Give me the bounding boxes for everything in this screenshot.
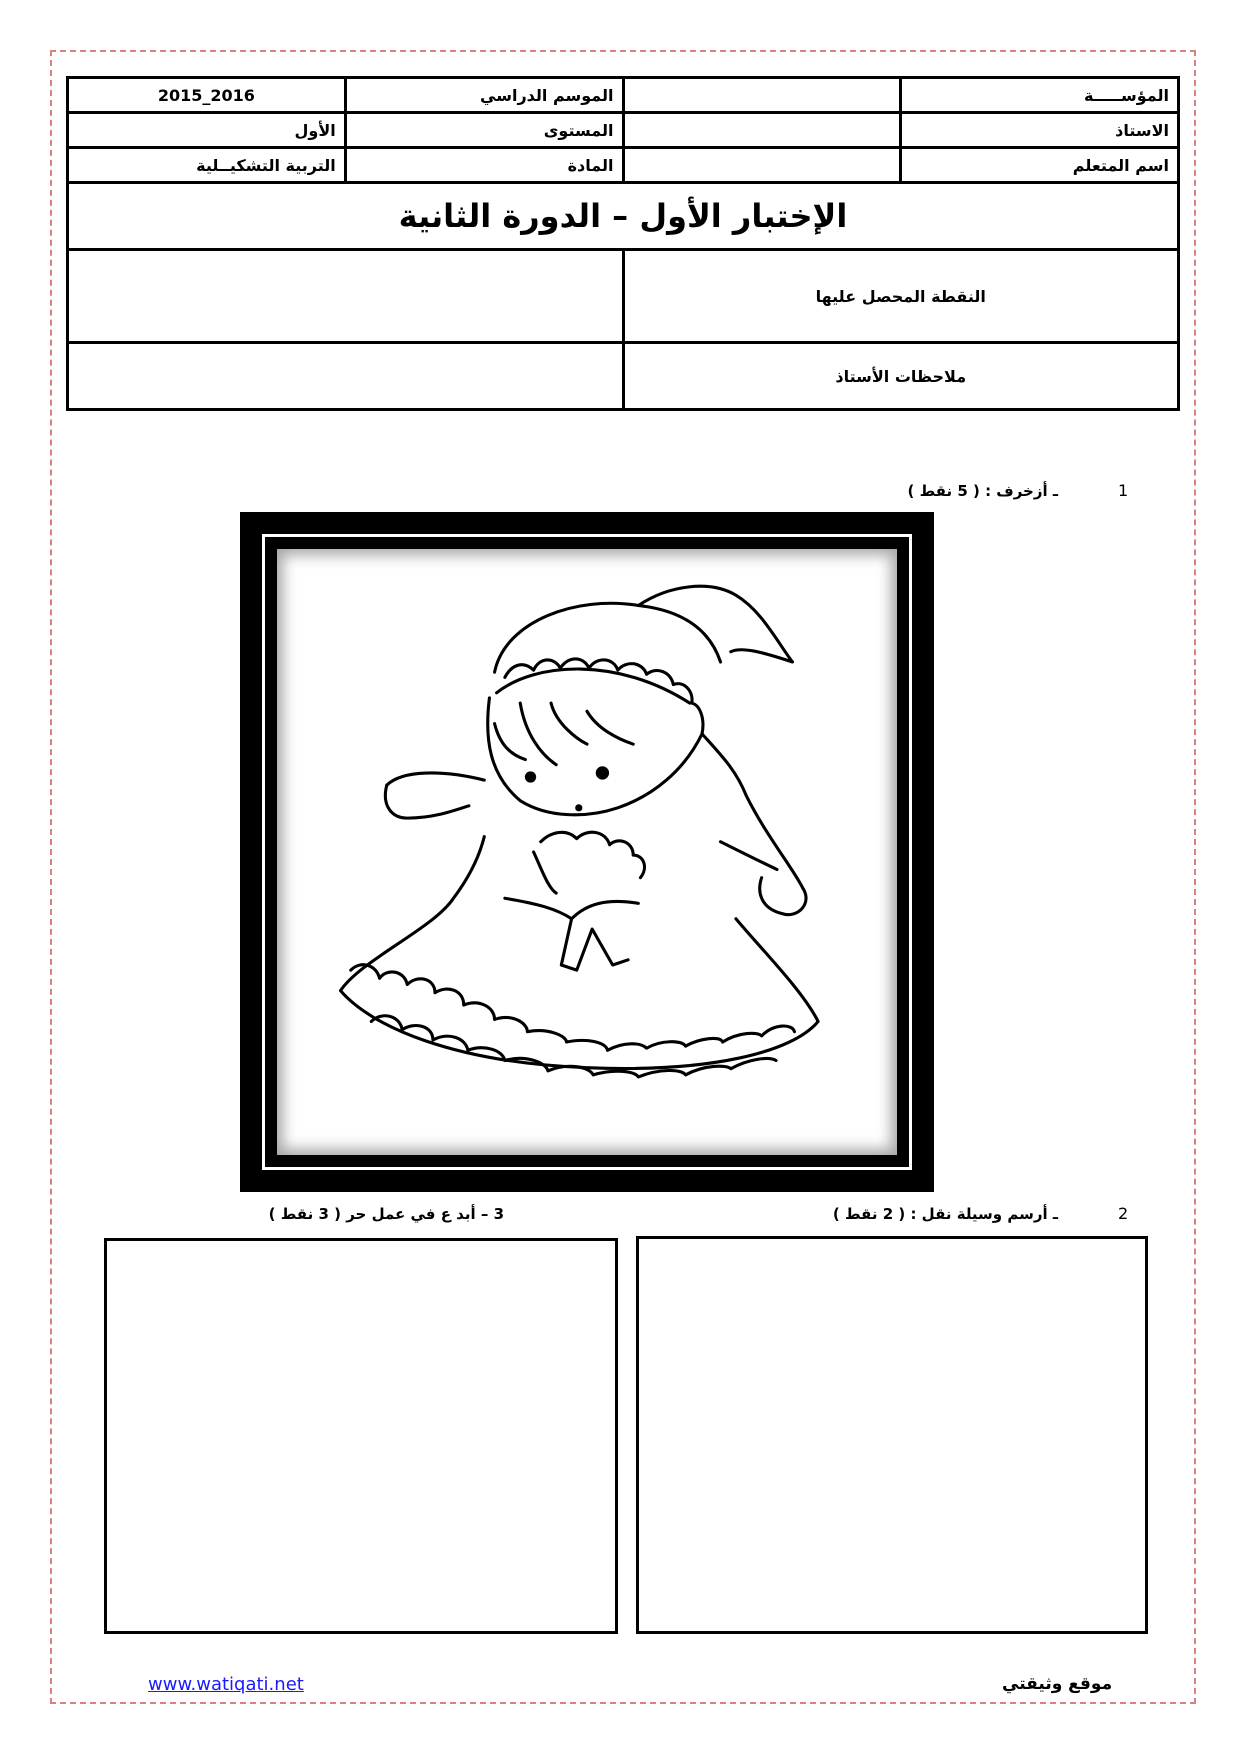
question-3-label: 3 – أبد ع في عمل حر ( 3 نقط )	[268, 1205, 504, 1223]
frame-inner-border	[262, 534, 912, 1170]
institution-value	[623, 78, 901, 113]
score-value	[68, 250, 624, 343]
footer-link[interactable]: www.watiqati.net	[148, 1674, 304, 1695]
header-table	[66, 76, 1180, 411]
header-row-institution	[68, 78, 1179, 113]
question-2-number: 2	[1118, 1204, 1129, 1223]
question-1-label: ـ أزخرف : ( 5 نقط )	[907, 482, 1058, 500]
institution-label: المؤســـــة	[901, 78, 1179, 113]
header-row-teacher	[68, 113, 1179, 148]
teacher-label: الاستاذ	[901, 113, 1179, 148]
header-row-student	[68, 148, 1179, 183]
subject-value: التربية التشكيــلية	[68, 148, 346, 183]
answer-box-question-3[interactable]	[104, 1238, 618, 1634]
question-2-label: ـ أرسم وسيلة نقل : ( 2 نقط )	[832, 1205, 1058, 1223]
notes-label: ملاحظات الأستاذ	[623, 343, 1179, 410]
girl-drawing	[277, 549, 897, 1155]
student-value	[623, 148, 901, 183]
notes-value	[68, 343, 624, 410]
header-row-notes	[68, 343, 1179, 410]
footer-site-name: موقع وثيقتي	[1002, 1674, 1113, 1694]
subject-label: المادة	[345, 148, 623, 183]
teacher-value	[623, 113, 901, 148]
question-1-number: 1	[1118, 481, 1129, 500]
level-label: المستوى	[345, 113, 623, 148]
season-label: الموسم الدراسي	[345, 78, 623, 113]
exam-title: الإختبار الأول – الدورة الثانية	[68, 183, 1179, 250]
answer-box-question-2[interactable]	[636, 1236, 1148, 1634]
season-value: 2016_2015	[68, 78, 346, 113]
level-value: الأول	[68, 113, 346, 148]
coloring-area	[277, 549, 897, 1155]
score-label: النقطة المحصل عليها	[623, 250, 1179, 343]
coloring-frame	[240, 512, 934, 1192]
header-row-title	[68, 183, 1179, 250]
header-row-score	[68, 250, 1179, 343]
student-label: اسم المتعلم	[901, 148, 1179, 183]
